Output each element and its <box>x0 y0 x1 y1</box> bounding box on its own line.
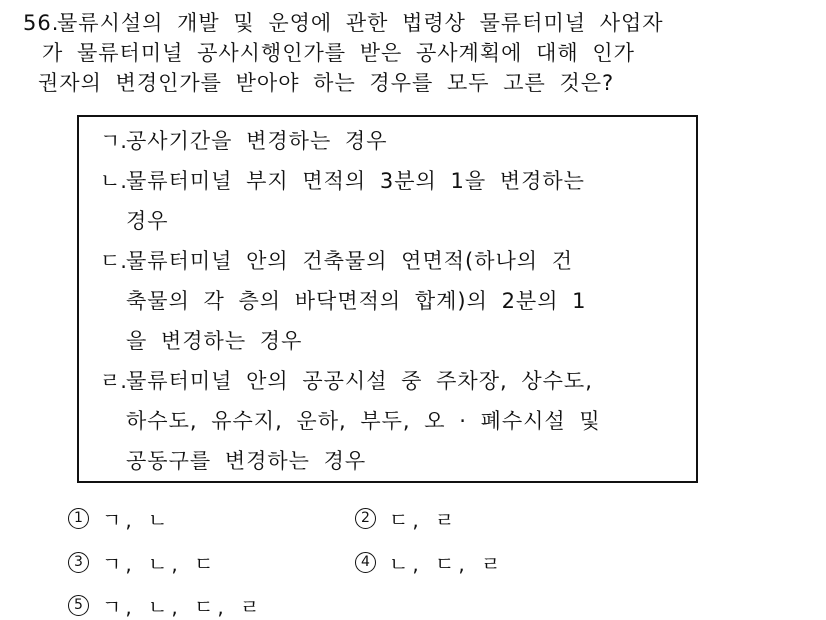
statement-item-giyeok <box>79 121 696 161</box>
option-5[interactable] <box>68 592 263 618</box>
item-marker: ㄷ. <box>100 249 127 273</box>
option-4[interactable] <box>355 549 504 575</box>
circled-number-icon: 2 <box>355 508 376 529</box>
item-marker: ㄹ. <box>100 369 127 393</box>
item-text: 물류터미널 부지 면적의 3분의 1을 변경하는 <box>126 169 585 193</box>
item-marker: ㄱ. <box>100 129 127 153</box>
item-text-continuation: 하수도, 유수지, 운하, 부두, 오 · 폐수시설 및 <box>126 409 601 433</box>
circled-number-icon: 5 <box>68 595 89 616</box>
item-text-continuation: 을 변경하는 경우 <box>126 329 303 353</box>
option-label: ㄷ, ㄹ <box>389 507 459 532</box>
statement-item-digeut <box>79 241 696 281</box>
statement-item-rieul <box>79 361 696 401</box>
option-label: ㄱ, ㄴ <box>102 507 172 532</box>
circled-number-icon: 4 <box>355 552 376 573</box>
option-label: ㄱ, ㄴ, ㄷ, ㄹ <box>102 594 264 619</box>
item-text: 물류터미널 안의 공공시설 중 주차장, 상수도, <box>126 369 593 393</box>
item-text-continuation: 공동구를 변경하는 경우 <box>126 449 367 473</box>
item-marker: ㄴ. <box>100 169 127 193</box>
question-line: 가 물류터미널 공사시행인가를 받은 공사계획에 대해 인가 <box>42 41 635 65</box>
option-3[interactable] <box>68 549 217 575</box>
statement-box <box>77 115 698 483</box>
option-1[interactable] <box>68 505 171 531</box>
item-text-continuation: 축물의 각 층의 바닥면적의 합계)의 2분의 1 <box>126 289 587 313</box>
option-label: ㄴ, ㄷ, ㄹ <box>389 551 505 576</box>
question-line: 물류시설의 개발 및 운영에 관한 법령상 물류터미널 사업자 <box>57 11 664 35</box>
option-label: ㄱ, ㄴ, ㄷ <box>102 551 218 576</box>
item-text-continuation: 경우 <box>126 209 169 233</box>
option-2[interactable] <box>355 505 458 531</box>
statement-item-nieun <box>79 161 696 201</box>
question-number: 56. <box>23 11 60 35</box>
item-text: 물류터미널 안의 건축물의 연면적(하나의 건 <box>126 249 574 273</box>
circled-number-icon: 1 <box>68 508 89 529</box>
item-text: 공사기간을 변경하는 경우 <box>126 129 388 153</box>
circled-number-icon: 3 <box>68 552 89 573</box>
question-line: 권자의 변경인가를 받아야 하는 경우를 모두 고른 것은? <box>38 71 615 95</box>
